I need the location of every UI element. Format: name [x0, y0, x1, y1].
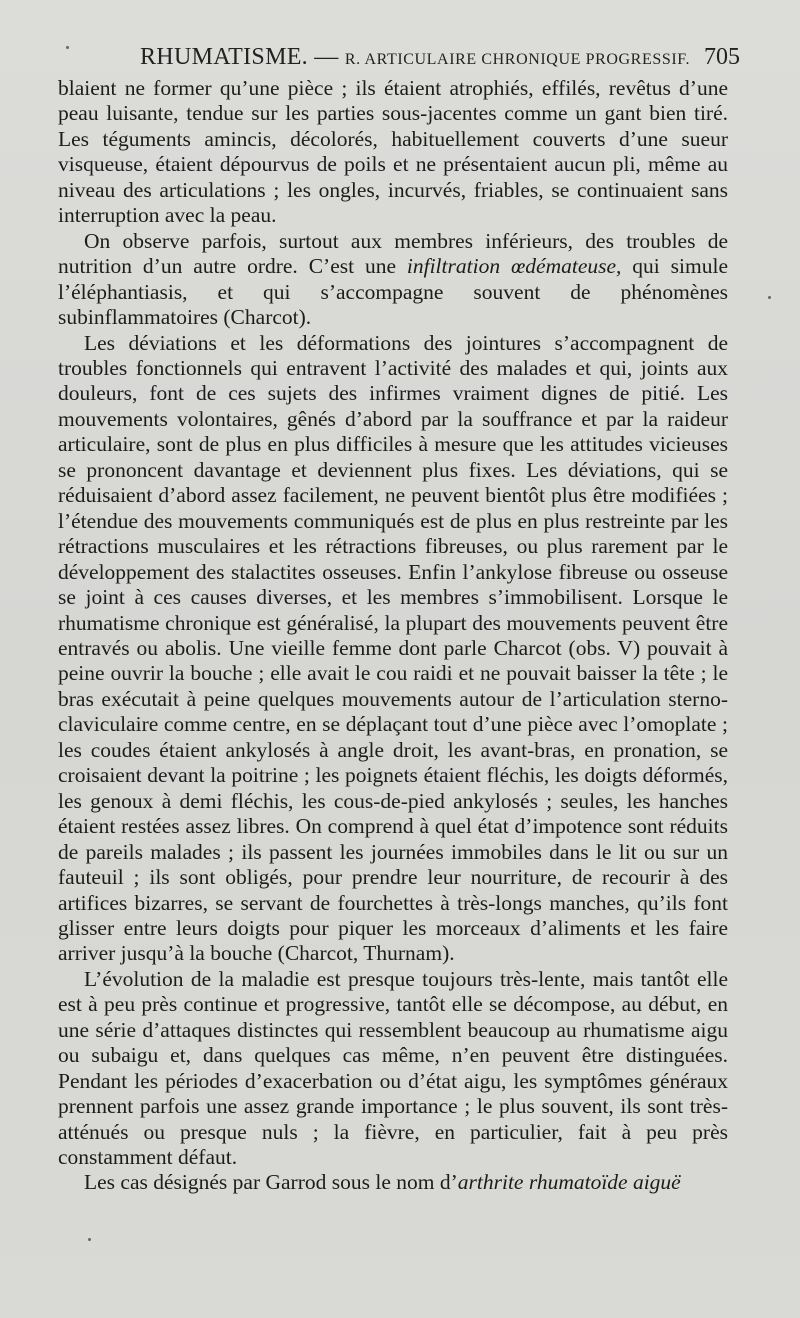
paragraph-2-part-2: qui simule l’éléphantiasis, et qui s’accompagne souvent de phénomènes subinflammatoires (Charcot). [58, 254, 728, 330]
running-title-main: RHUMATISME. — [140, 44, 345, 70]
running-title-subtitle: R. ARTICULAIRE CHRONIQUE PROGRESSIF. [344, 51, 691, 68]
paragraph-2 [58, 229, 728, 331]
running-title [140, 44, 690, 71]
paragraph-5-part-1: Les cas désignés par Garrod sous le nom d’ [84, 1170, 458, 1195]
body-text [58, 76, 728, 1196]
paper-speck [768, 296, 771, 299]
paper-speck [66, 46, 69, 49]
paragraph-2-italic-term: infiltration œdémateuse, [406, 254, 622, 279]
paragraph-5 [58, 1170, 728, 1195]
paragraph-3: Les déviations et les déformations des jointures s’accompagnent de troubles fonctionnels qui entravent l’activité des malades et qui, joints aux douleurs, font de ces sujets des infirmes vraiment dignes de pitié. Les mouvements volontaires, gênés d’abord par la souffrance et par la raideur articulaire, sont de plus en plus difficiles à mesure que les attitudes vicieuses se prononcent davantage et deviennent plus fixes. Les déviations, qui se réduisaient d’abord assez facilement, ne peuvent bientôt plus être modifiées ; l’étendue des mouvements communiqués est de plus en plus restreinte par les rétractions musculaires et les rétractions fibreuses, ou plus rarement par le développement des stalactites osseuses. Enfin l’ankylose fibreuse ou osseuse se joint à ces causes diverses, et les membres s’immobilisent. Lorsque le rhumatisme chronique est généralisé, la plupart des mouvements peuvent être entravés ou abolis. Une vieille femme dont parle Charcot (obs. V) pouvait à peine ouvrir la bouche ; elle avait le cou raidi et ne pouvait baisser la tête ; le bras exécutait à peine quelques mouvements autour de l’articulation sterno-claviculaire comme centre, en se déplaçant tout d’une pièce avec l’omoplate ; les coudes étaient ankylosés à angle droit, les avant-bras, en pronation, se croisaient devant la poitrine ; les poignets étaient fléchis, les doigts déformés, les genoux à demi fléchis, les cous-de-pied ankylosés ; seules, les hanches étaient restées assez libres. On comprend à quel état d’impotence sont réduits de pareils malades ; ils passent les journées immobiles dans le lit ou sur un fauteuil ; ils sont obligés, pour prendre leur nourriture, de recourir à des artifices bizarres, se servant de fourchettes à très-longs manches, qu’ils font glisser entre leurs doigts pour piquer les morceaux d’aliments et les faire arriver jusqu’à la bouche (Charcot, Thurnam). [58, 330, 728, 966]
page-number: 705 [704, 44, 740, 70]
paragraph-5-italic-term: arthrite rhumatoïde aiguë [457, 1170, 681, 1195]
paragraph-4: L’évolution de la maladie est presque toujours très-lente, mais tantôt elle est à peu près continue et progressive, tantôt elle se décompose, au début, en une série d’attaques distinctes qui ressemblent beaucoup au rhumatisme aigu ou subaigu et, dans quelques cas même, n’en peuvent être distinguées. Pendant les périodes d’exacerbation ou d’état aigu, les symptômes généraux prennent parfois une assez grande importance ; le plus souvent, ils sont très-atténués ou presque nuls ; la fièvre, en particulier, fait à peu près constamment défaut. [58, 966, 728, 1170]
running-header [140, 44, 740, 74]
paper-speck [88, 1238, 91, 1241]
paragraph-1: blaient ne former qu’une pièce ; ils étaient atrophiés, effilés, revêtus d’une peau luisante, tendue sur les parties sous-jacentes comme un gant bien tiré. Les téguments amincis, décolorés, habituellement couverts d’une sueur visqueuse, étaient dépourvus de poils et ne présentaient aucun pli, même au niveau des articulations ; les ongles, incurvés, friables, se continuaient sans interruption avec la peau. [58, 76, 728, 228]
bleed-through-footer [100, 1240, 700, 1252]
paragraph-2-part-1: On observe parfois, surtout aux membres inférieurs, des troubles de nutrition d’un autre ordre. C’est une [58, 228, 728, 279]
